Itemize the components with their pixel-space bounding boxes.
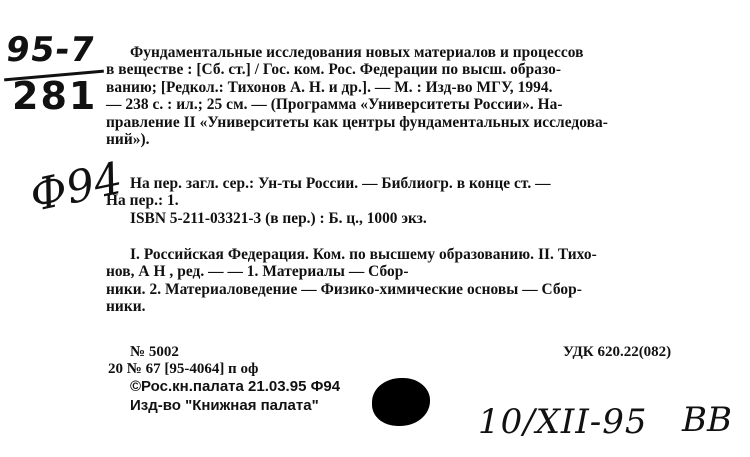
subject-line: I. Российская Федерация. Ком. по высшему образованию. II. Тихо-	[130, 246, 597, 263]
handwritten-date: 10/XII-95	[478, 402, 648, 442]
subject-headings	[106, 246, 696, 316]
shelf-mark-bottom: 281	[12, 74, 98, 118]
udk-code: УДК 620.22(082)	[563, 344, 672, 360]
title-line: ний»).	[106, 131, 150, 149]
note-line: На пер.: 1.	[106, 192, 179, 210]
shelf-mark-top: 95-7	[3, 30, 98, 70]
title-line: Фундаментальные исследования новых материалов и процессов	[130, 44, 584, 61]
title-line: в веществе : [Сб. ст.] / Гос. ком. Рос. Федерации по высш. образо-	[106, 61, 562, 79]
note-line: На пер. загл. сер.: Ун-ты России. — Библиогр. в конце ст. —	[130, 175, 551, 192]
subject-line: ники.	[106, 298, 146, 316]
subject-line: нов, А Н , ред. — — 1. Материалы — Сбор-	[106, 263, 409, 281]
title-line: правление II «Университеты как центры фундаментальных исследова-	[106, 113, 608, 131]
notes	[106, 175, 696, 210]
record-number: № 5002	[130, 344, 179, 360]
ink-blot	[372, 378, 430, 426]
record-number-secondary: 20 № 67 [95-4064] п оф	[108, 361, 259, 377]
handwritten-initials: ВВ	[682, 400, 732, 440]
bibliographic-description	[106, 44, 696, 148]
title-line: ванию; [Редкол.: Тихонов А. Н. и др.]. — М. : Изд-во МГУ, 1994.	[106, 78, 553, 96]
publisher-stamp: Изд-во "Книжная палата"	[130, 397, 319, 414]
author-mark: Ф94	[25, 152, 127, 223]
subject-line: ники. 2. Материаловедение — Физико-химические основы — Сбор-	[106, 280, 582, 298]
title-line: — 238 с. : ил.; 25 см. — (Программа «Университеты России». На-	[106, 96, 563, 114]
book-chamber-stamp: ©Рос.кн.палата 21.03.95 Ф94	[130, 378, 341, 395]
isbn-line: ISBN 5-211-03321-3 (в пер.) : Б. ц., 1000 экз.	[130, 210, 427, 227]
